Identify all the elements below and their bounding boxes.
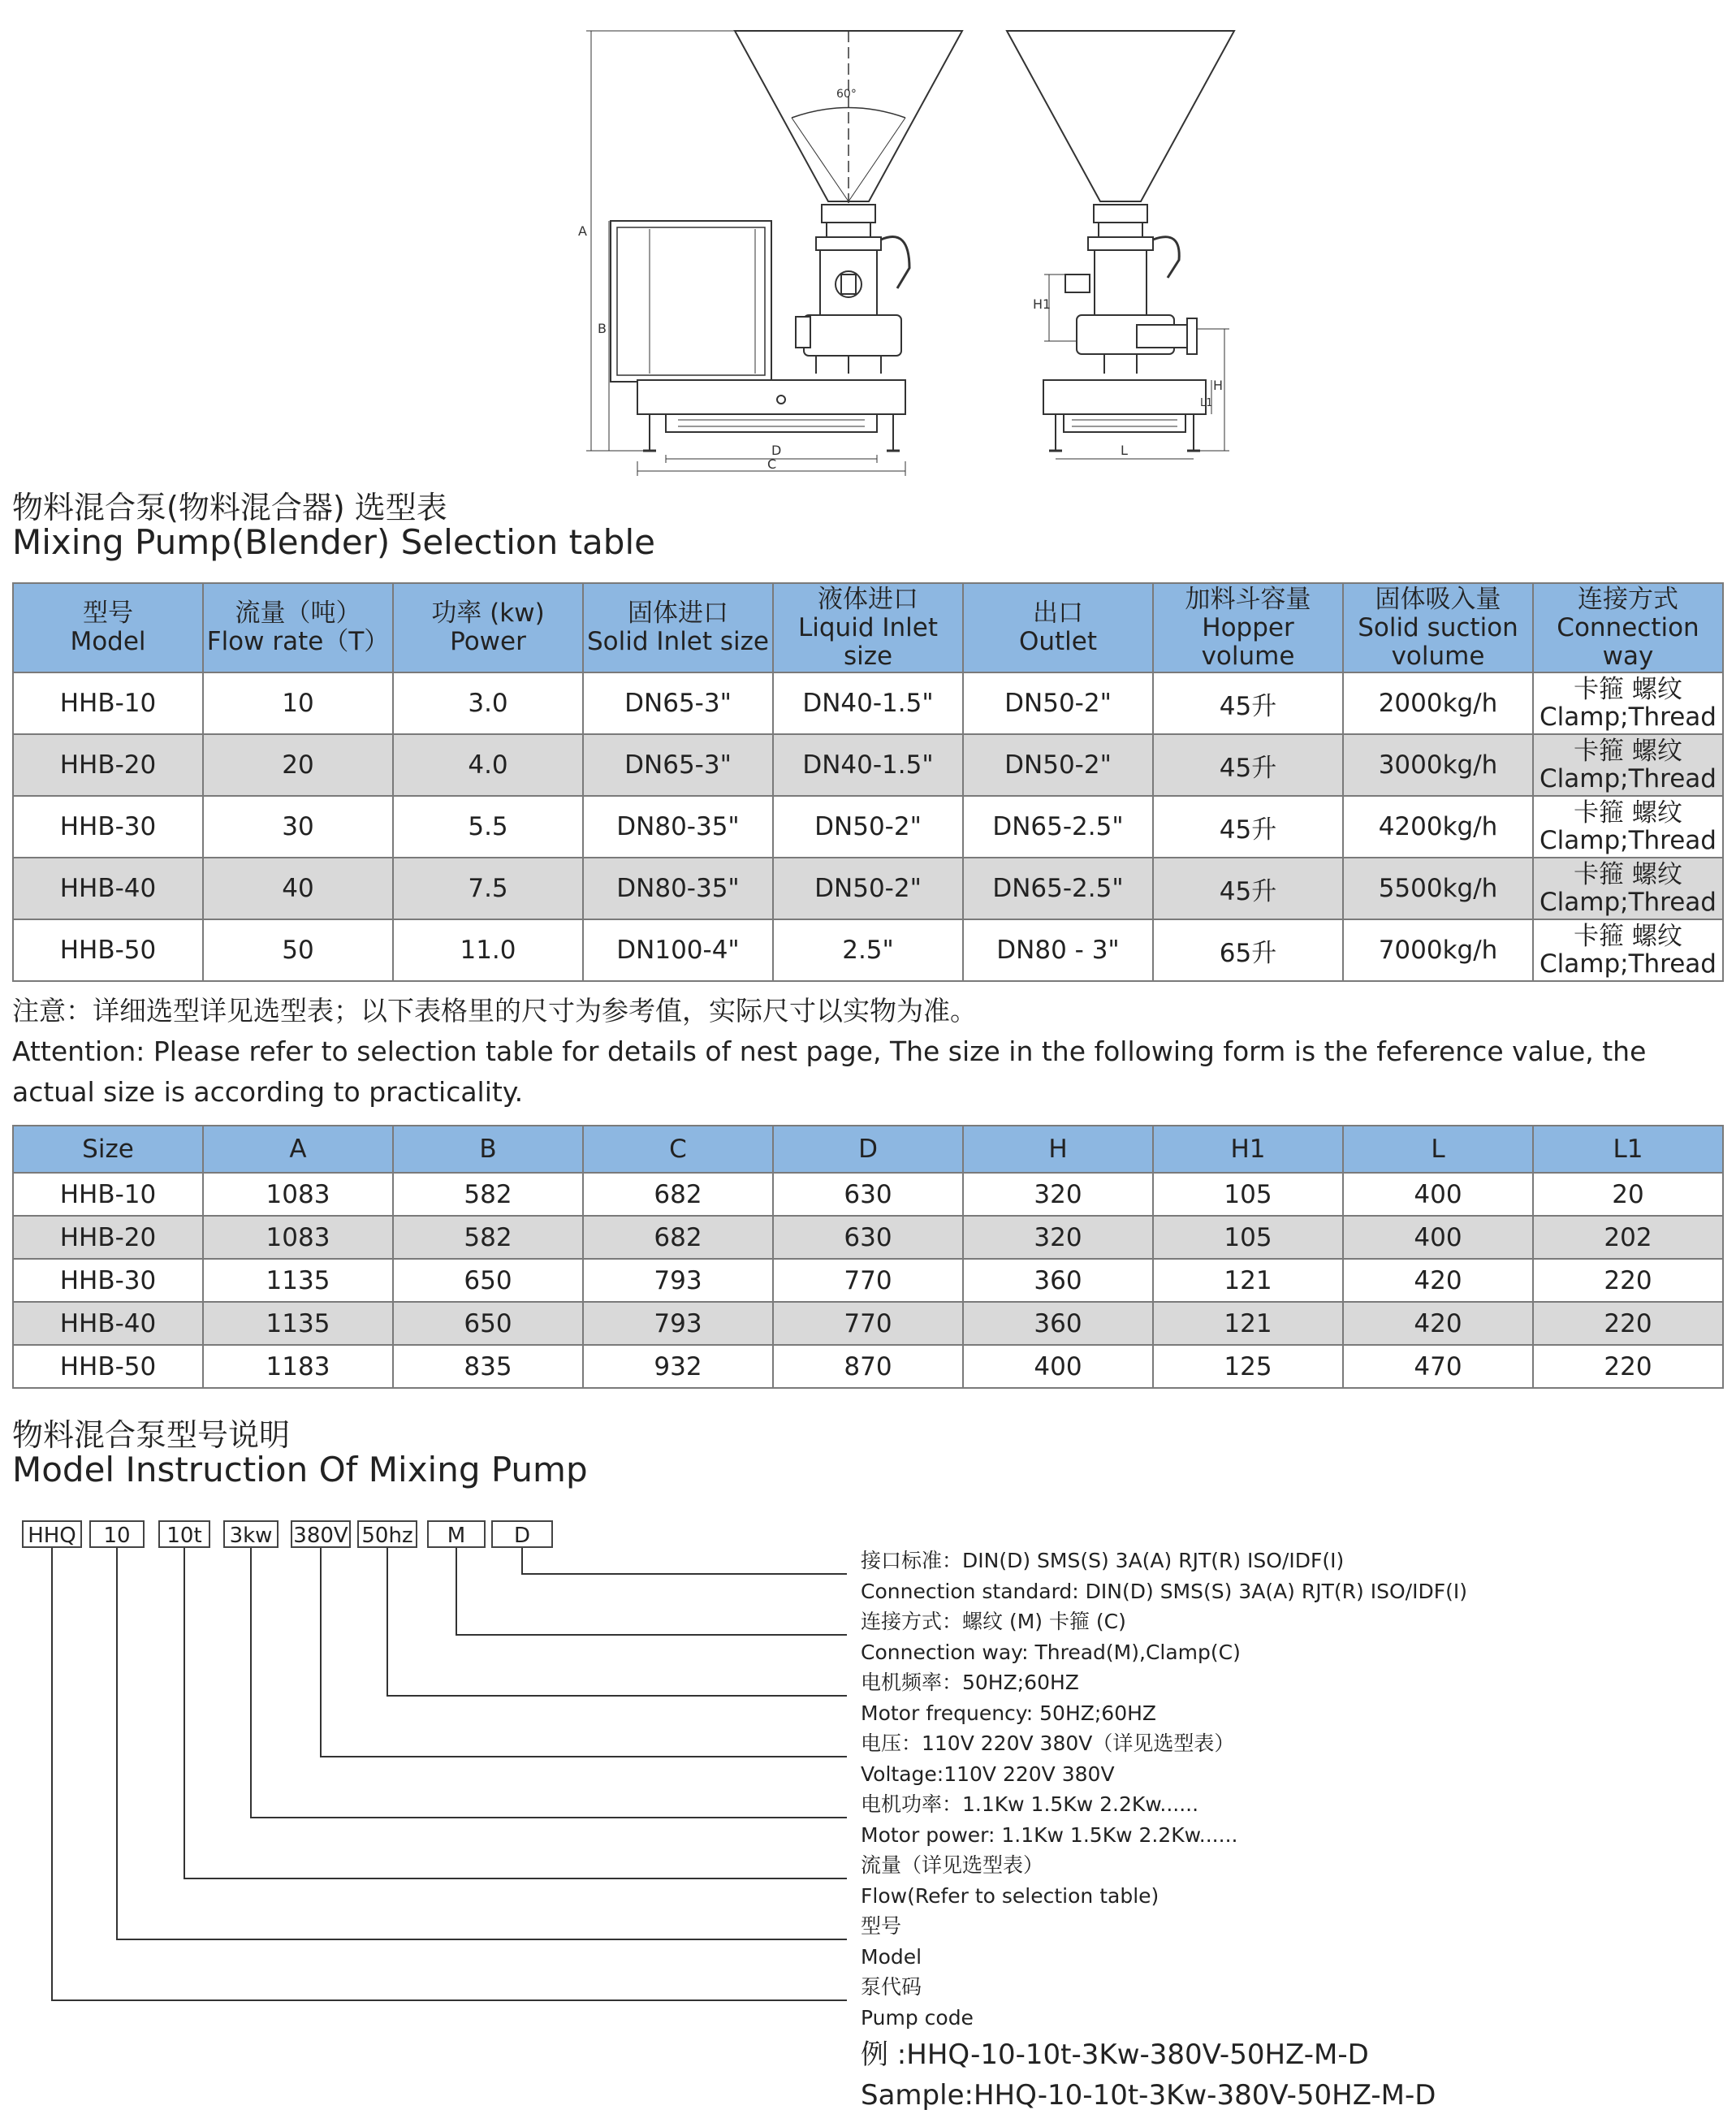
legend-cn: 电机功率：1.1Kw 1.5Kw 2.2Kw...... xyxy=(861,1792,1199,1816)
cell-solid: DN65-3" xyxy=(583,672,773,734)
size-cell: HHB-50 xyxy=(13,1345,203,1388)
legend-en: Connection standard: DIN(D) SMS(S) 3A(A) RJT(R) ISO/IDF(I) xyxy=(861,1579,1467,1603)
leader-connection xyxy=(456,1548,847,1635)
legend-cn: 泵代码 xyxy=(861,1975,922,1999)
size-cell: 1135 xyxy=(203,1259,393,1302)
selection-header-cn: 流量（吨） xyxy=(235,599,361,628)
size-header-6: H1 xyxy=(1153,1126,1343,1173)
selection-header-en: Solid Inlet size xyxy=(587,627,769,656)
size-cell: 870 xyxy=(773,1345,963,1388)
cell-flow: 20 xyxy=(203,734,393,796)
cell-connection-cn: 卡箍 螺纹 xyxy=(1574,922,1682,951)
legend-cn: 电压：110V 220V 380V（详见选型表） xyxy=(861,1731,1235,1755)
cell-flow: 10 xyxy=(203,672,393,734)
size-cell: 400 xyxy=(1343,1173,1533,1216)
code-box-standard: D xyxy=(491,1520,553,1548)
cell-connection-cn: 卡箍 螺纹 xyxy=(1574,737,1682,766)
cell-model: HHB-20 xyxy=(13,734,203,796)
cell-connection-cn: 卡箍 螺纹 xyxy=(1574,860,1682,889)
selection-header-en: Connection way xyxy=(1557,612,1699,671)
size-cell: 793 xyxy=(583,1259,773,1302)
attention-note-cn: 注意：详细选型详见选型表；以下表格里的尺寸为参考值，实际尺寸以实物为准。 xyxy=(12,995,977,1027)
size-cell: 630 xyxy=(773,1216,963,1259)
size-cell: 360 xyxy=(963,1302,1153,1345)
dim-l-label: L xyxy=(1121,443,1128,458)
cell-outlet: DN50-2" xyxy=(963,672,1153,734)
model-instruction-title-en: Model Instruction Of Mixing Pump xyxy=(12,1450,588,1489)
size-cell: 1083 xyxy=(203,1173,393,1216)
cell-suction: 2000kg/h xyxy=(1343,672,1533,734)
selection-header-en: Solid suction volume xyxy=(1358,612,1518,671)
cell-model: HHB-30 xyxy=(13,796,203,858)
size-cell: 420 xyxy=(1343,1302,1533,1345)
size-cell: 470 xyxy=(1343,1345,1533,1388)
size-header-5: H xyxy=(963,1126,1153,1173)
legend-cn: 连接方式：螺纹 (M) 卡箍 (C) xyxy=(861,1610,1126,1633)
cell-flow: 40 xyxy=(203,858,393,919)
cell-hopper: 65升 xyxy=(1153,919,1343,981)
size-cell: 582 xyxy=(393,1173,583,1216)
attention-note-en: Attention: Please refer to selection table for details of nest page, The size in the following form is the feference value, the actual size is according to practicality. xyxy=(12,1035,1647,1108)
cell-hopper: 45升 xyxy=(1153,672,1343,734)
cell-power: 3.0 xyxy=(393,672,583,734)
cell-solid: DN100-4" xyxy=(583,919,773,981)
size-header-4: D xyxy=(773,1126,963,1173)
legend-cn: 流量（详见选型表） xyxy=(861,1853,1044,1877)
size-cell: 360 xyxy=(963,1259,1153,1302)
size-cell: HHB-20 xyxy=(13,1216,203,1259)
code-box-frequency: 50hz xyxy=(357,1520,417,1548)
code-box-flow: 10t xyxy=(158,1520,210,1548)
legend-en: Motor frequency: 50HZ;60HZ xyxy=(861,1701,1157,1725)
cell-flow: 50 xyxy=(203,919,393,981)
legend-cn: 型号 xyxy=(861,1914,902,1938)
size-cell: 650 xyxy=(393,1302,583,1345)
size-cell: 320 xyxy=(963,1173,1153,1216)
cell-hopper: 45升 xyxy=(1153,858,1343,919)
selection-header-cn: 固体进口 xyxy=(628,599,728,628)
legend-en: Model xyxy=(861,1944,922,1969)
size-cell: 220 xyxy=(1533,1302,1723,1345)
cell-liquid: DN50-2" xyxy=(773,796,963,858)
size-cell: 220 xyxy=(1533,1345,1723,1388)
cell-liquid: DN40-1.5" xyxy=(773,734,963,796)
code-box-model: 10 xyxy=(89,1520,145,1548)
cell-suction: 7000kg/h xyxy=(1343,919,1533,981)
selection-header-cn: 固体吸入量 xyxy=(1375,584,1501,614)
cell-power: 7.5 xyxy=(393,858,583,919)
cell-outlet: DN80 - 3" xyxy=(963,919,1153,981)
size-cell: 125 xyxy=(1153,1345,1343,1388)
cell-outlet: DN65-2.5" xyxy=(963,858,1153,919)
cell-model: HHB-40 xyxy=(13,858,203,919)
dim-c-label: C xyxy=(767,456,777,472)
selection-title-cn: 物料混合泵(物料混合器) 选型表 xyxy=(12,490,447,525)
size-cell: 202 xyxy=(1533,1216,1723,1259)
code-box-power: 3kw xyxy=(223,1520,279,1548)
selection-header-en: Power xyxy=(450,627,526,656)
leader-voltage xyxy=(321,1548,847,1757)
size-cell: 1083 xyxy=(203,1216,393,1259)
size-header-0: Size xyxy=(13,1126,203,1173)
cell-hopper: 45升 xyxy=(1153,796,1343,858)
cell-power: 4.0 xyxy=(393,734,583,796)
cell-connection-en: Clamp;Thread xyxy=(1540,703,1717,732)
size-cell: 121 xyxy=(1153,1302,1343,1345)
cell-solid: DN80-35" xyxy=(583,858,773,919)
selection-header-cn: 功率 (kw) xyxy=(431,599,545,628)
selection-header-en: Liquid Inlet size xyxy=(798,612,938,671)
size-header-8: L1 xyxy=(1533,1126,1723,1173)
size-cell: 835 xyxy=(393,1345,583,1388)
legend-en: Flow(Refer to selection table) xyxy=(861,1883,1159,1908)
cell-suction: 4200kg/h xyxy=(1343,796,1533,858)
cell-connection-en: Clamp;Thread xyxy=(1540,764,1717,793)
size-cell: HHB-10 xyxy=(13,1173,203,1216)
cell-connection-en: Clamp;Thread xyxy=(1540,888,1717,917)
size-cell: HHB-30 xyxy=(13,1259,203,1302)
legend-en: Connection way: Thread(M),Clamp(C) xyxy=(861,1640,1241,1664)
legend-en: Voltage:110V 220V 380V xyxy=(861,1762,1115,1786)
sample-code-cn: 例 :HHQ-10-10t-3Kw-380V-50HZ-M-D xyxy=(861,2038,1369,2071)
size-cell: 630 xyxy=(773,1173,963,1216)
leader-standard xyxy=(522,1548,847,1574)
cell-power: 11.0 xyxy=(393,919,583,981)
size-header-2: B xyxy=(393,1126,583,1173)
cell-connection-en: Clamp;Thread xyxy=(1540,826,1717,855)
size-cell: 770 xyxy=(773,1259,963,1302)
cell-connection-cn: 卡箍 螺纹 xyxy=(1574,675,1682,704)
cell-model: HHB-50 xyxy=(13,919,203,981)
cell-liquid: 2.5" xyxy=(773,919,963,981)
selection-header-en: Hopper volume xyxy=(1201,612,1295,671)
size-cell: 420 xyxy=(1343,1259,1533,1302)
cell-solid: DN65-3" xyxy=(583,734,773,796)
cell-connection-en: Clamp;Thread xyxy=(1540,949,1717,979)
dim-a-label: A xyxy=(578,223,587,239)
sample-code-en: Sample:HHQ-10-10t-3Kw-380V-50HZ-M-D xyxy=(861,2079,1436,2112)
model-legend xyxy=(861,1546,1721,2033)
selection-header-en: Model xyxy=(70,627,146,656)
size-header-1: A xyxy=(203,1126,393,1173)
legend-cn: 电机频率：50HZ;60HZ xyxy=(861,1671,1079,1694)
selection-header-cn: 液体进口 xyxy=(818,584,918,614)
size-cell: 105 xyxy=(1153,1173,1343,1216)
cell-power: 5.5 xyxy=(393,796,583,858)
cell-suction: 3000kg/h xyxy=(1343,734,1533,796)
code-box-connection: M xyxy=(427,1520,486,1548)
size-cell: 1135 xyxy=(203,1302,393,1345)
dim-l1-label: L1 xyxy=(1200,397,1213,409)
cell-outlet: DN50-2" xyxy=(963,734,1153,796)
size-header-7: L xyxy=(1343,1126,1533,1173)
selection-header-cn: 出口 xyxy=(1033,599,1083,628)
legend-cn: 接口标准：DIN(D) SMS(S) 3A(A) RJT(R) ISO/IDF(I) xyxy=(861,1549,1345,1572)
size-cell: HHB-40 xyxy=(13,1302,203,1345)
selection-header-cn: 型号 xyxy=(83,599,133,628)
size-cell: 105 xyxy=(1153,1216,1343,1259)
code-box-hhq: HHQ xyxy=(22,1520,82,1548)
size-cell: 932 xyxy=(583,1345,773,1388)
size-header-3: C xyxy=(583,1126,773,1173)
angle-label: 60° xyxy=(836,88,857,101)
dim-h-label: H xyxy=(1213,378,1224,393)
size-cell: 400 xyxy=(963,1345,1153,1388)
selection-header-en: Flow rate（T） xyxy=(206,627,390,656)
size-cell: 320 xyxy=(963,1216,1153,1259)
selection-header-en: Outlet xyxy=(1018,627,1098,656)
selection-header-cn: 加料斗容量 xyxy=(1185,584,1311,614)
dim-h1-label: H1 xyxy=(1033,296,1052,312)
size-cell: 400 xyxy=(1343,1216,1533,1259)
leader-power xyxy=(251,1548,847,1818)
cell-solid: DN80-35" xyxy=(583,796,773,858)
code-box-voltage: 380V xyxy=(291,1520,351,1548)
cell-flow: 30 xyxy=(203,796,393,858)
size-cell: 770 xyxy=(773,1302,963,1345)
cell-model: HHB-10 xyxy=(13,672,203,734)
size-cell: 793 xyxy=(583,1302,773,1345)
cell-connection-cn: 卡箍 螺纹 xyxy=(1574,798,1682,828)
cell-outlet: DN65-2.5" xyxy=(963,796,1153,858)
cell-liquid: DN50-2" xyxy=(773,858,963,919)
dim-b-label: B xyxy=(598,321,607,336)
cell-hopper: 45升 xyxy=(1153,734,1343,796)
cell-suction: 5500kg/h xyxy=(1343,858,1533,919)
cell-liquid: DN40-1.5" xyxy=(773,672,963,734)
selection-title-en: Mixing Pump(Blender) Selection table xyxy=(12,522,655,562)
size-cell: 121 xyxy=(1153,1259,1343,1302)
size-cell: 650 xyxy=(393,1259,583,1302)
size-cell: 682 xyxy=(583,1173,773,1216)
size-cell: 1183 xyxy=(203,1345,393,1388)
size-cell: 220 xyxy=(1533,1259,1723,1302)
size-cell: 682 xyxy=(583,1216,773,1259)
leader-flow xyxy=(184,1548,847,1878)
legend-en: Pump code xyxy=(861,2005,974,2030)
dim-d-label: D xyxy=(771,443,782,458)
leader-model xyxy=(117,1548,847,1939)
legend-en: Motor power: 1.1Kw 1.5Kw 2.2Kw...... xyxy=(861,1822,1238,1847)
leader-pump-code xyxy=(52,1548,847,2000)
selection-header-cn: 连接方式 xyxy=(1578,584,1678,614)
size-cell: 582 xyxy=(393,1216,583,1259)
model-instruction-title-cn: 物料混合泵型号说明 xyxy=(12,1417,291,1453)
size-cell: 20 xyxy=(1533,1173,1723,1216)
